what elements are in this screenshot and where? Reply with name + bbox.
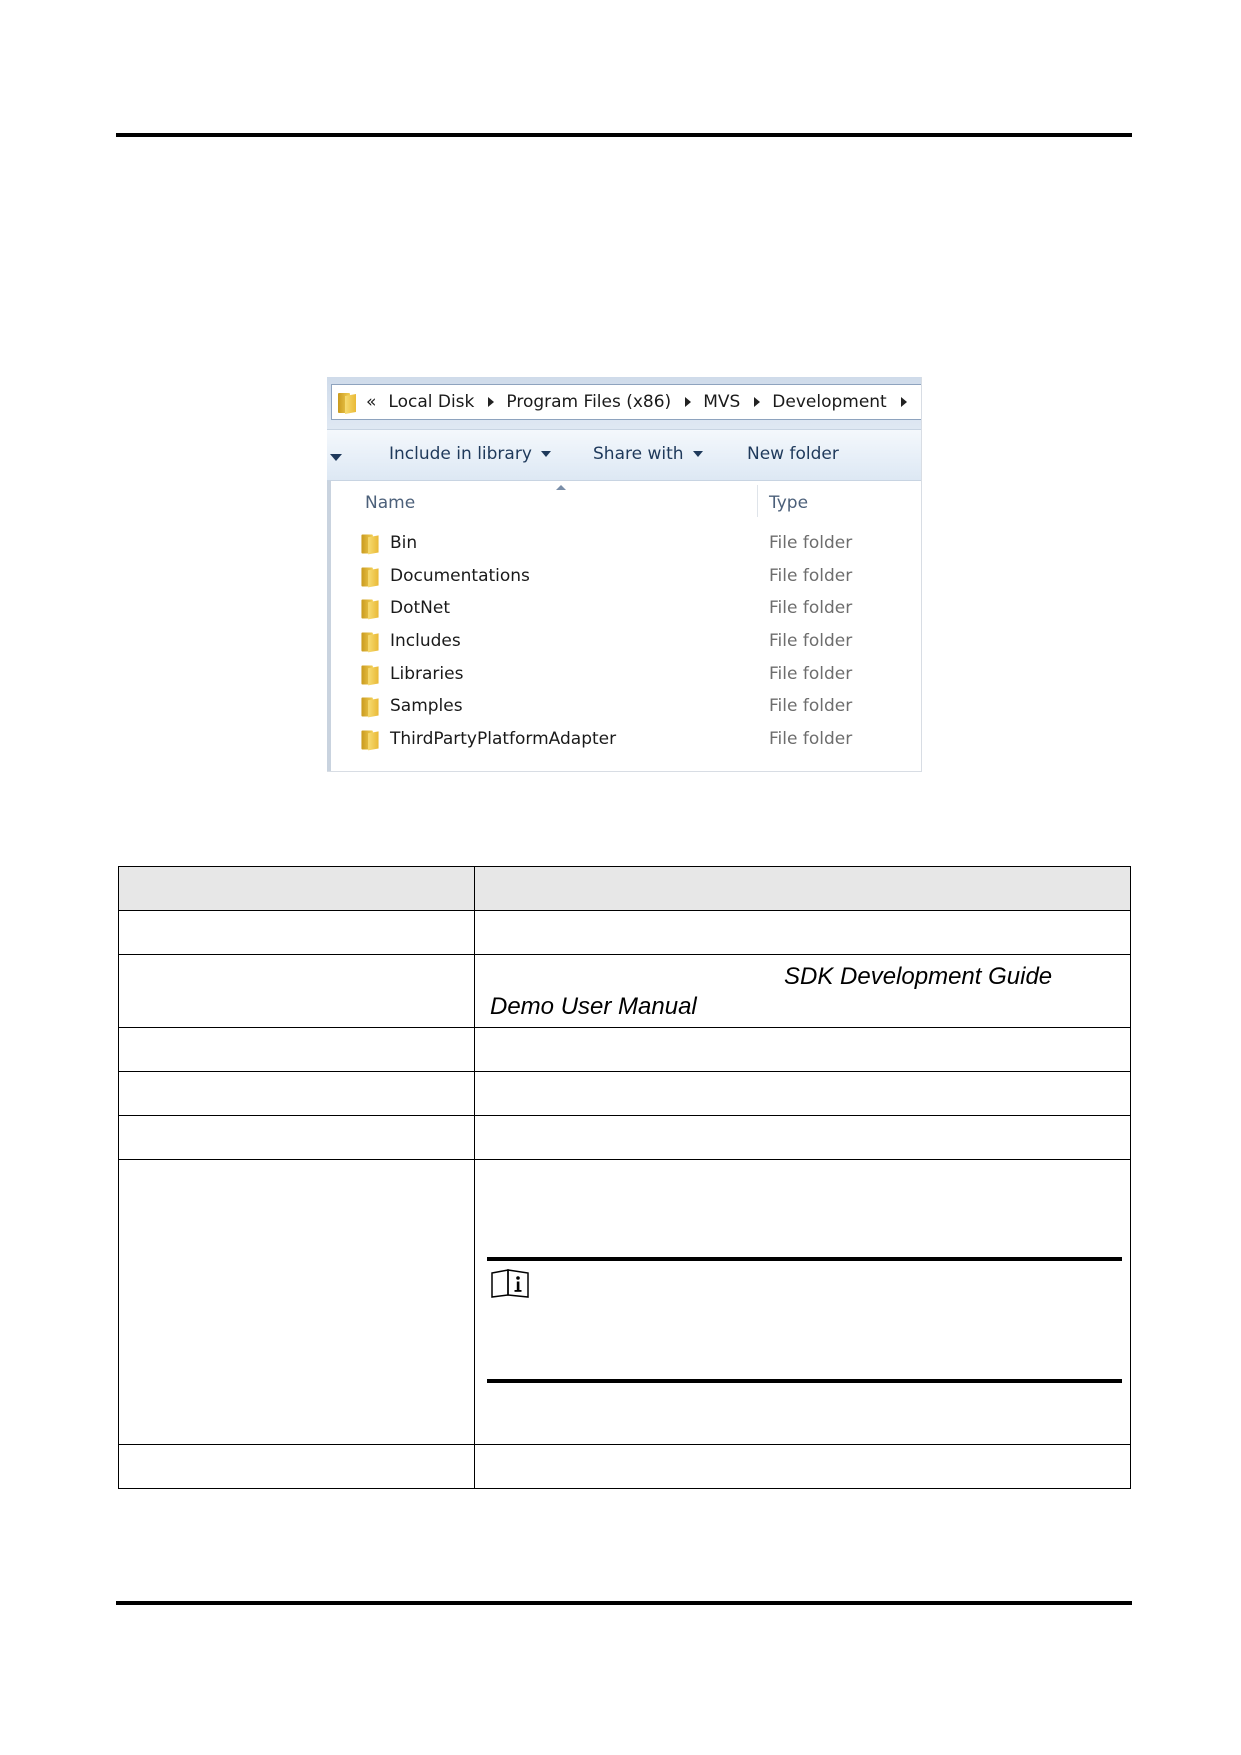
share-with-button[interactable] [593, 444, 703, 464]
list-item[interactable] [331, 723, 921, 756]
list-item[interactable] [331, 625, 921, 658]
item-name: ThirdPartyPlatformAdapter [390, 728, 617, 749]
column-name-header[interactable]: Name [365, 493, 416, 513]
new-folder-button[interactable]: New folder [747, 444, 839, 464]
folder-icon [361, 696, 378, 717]
table-header-cell [119, 867, 475, 911]
item-name: Samples [390, 696, 463, 717]
sdk-guide-reference: SDK Development Guide [784, 963, 1053, 990]
folder-icon [338, 391, 356, 413]
item-type: File folder [769, 631, 853, 652]
demo-manual-reference: Demo User Manual [490, 993, 697, 1020]
list-item[interactable] [331, 560, 921, 593]
share-with-label: Share with [593, 444, 684, 464]
folder-icon [361, 598, 378, 619]
folder-icon [361, 565, 378, 586]
note-bottom-rule [487, 1379, 1122, 1383]
item-name: Bin [390, 533, 418, 554]
table-row [119, 1028, 1131, 1072]
folder-icon [361, 728, 378, 749]
breadcrumb [366, 392, 919, 412]
table-row [119, 1116, 1131, 1160]
chevron-right-icon[interactable] [685, 397, 691, 407]
column-header [331, 481, 921, 521]
table-row [119, 1160, 1131, 1445]
command-bar [327, 429, 921, 481]
item-name: Documentations [390, 565, 530, 586]
organize-dropdown-icon[interactable] [330, 454, 342, 461]
address-bar [327, 377, 921, 429]
table-header-cell [475, 867, 1131, 911]
list-item[interactable] [331, 690, 921, 723]
header-rule [116, 133, 1132, 137]
item-type: File folder [769, 533, 853, 554]
chevron-right-icon[interactable] [754, 397, 760, 407]
list-item[interactable] [331, 657, 921, 690]
footer-rule [116, 1601, 1132, 1605]
chevron-right-icon[interactable] [901, 397, 907, 407]
table-row [119, 1445, 1131, 1489]
breadcrumb-development[interactable]: Development [772, 392, 887, 412]
include-in-library-button[interactable] [389, 444, 551, 464]
column-divider[interactable] [757, 485, 758, 517]
breadcrumb-overflow-button[interactable]: « [366, 392, 377, 412]
item-type: File folder [769, 663, 853, 684]
item-type: File folder [769, 598, 853, 619]
address-field[interactable] [331, 384, 921, 420]
item-type: File folder [769, 565, 853, 586]
breadcrumb-local-disk[interactable]: Local Disk [388, 392, 475, 412]
note-icon [490, 1268, 530, 1298]
table-row [119, 911, 1131, 955]
item-name: Libraries [390, 663, 464, 684]
item-type: File folder [769, 728, 853, 749]
column-type-header[interactable]: Type [769, 493, 809, 513]
breadcrumb-program-files[interactable]: Program Files (x86) [506, 392, 672, 412]
folder-icon [361, 533, 378, 554]
list-item[interactable] [331, 592, 921, 625]
explorer-window [327, 377, 922, 772]
breadcrumb-mvs[interactable]: MVS [703, 392, 741, 412]
include-in-library-label: Include in library [389, 444, 532, 464]
chevron-down-icon [541, 451, 551, 457]
folder-icon [361, 631, 378, 652]
directory-table [118, 866, 1131, 1489]
sort-ascending-icon [556, 485, 566, 490]
item-name: DotNet [390, 598, 450, 619]
chevron-right-icon[interactable] [488, 397, 494, 407]
chevron-down-icon [693, 451, 703, 457]
note-top-rule [487, 1257, 1122, 1261]
item-type: File folder [769, 696, 853, 717]
folder-icon [361, 663, 378, 684]
table-row [119, 1072, 1131, 1116]
list-item[interactable] [331, 527, 921, 560]
item-name: Includes [390, 631, 461, 652]
file-list [331, 527, 921, 755]
